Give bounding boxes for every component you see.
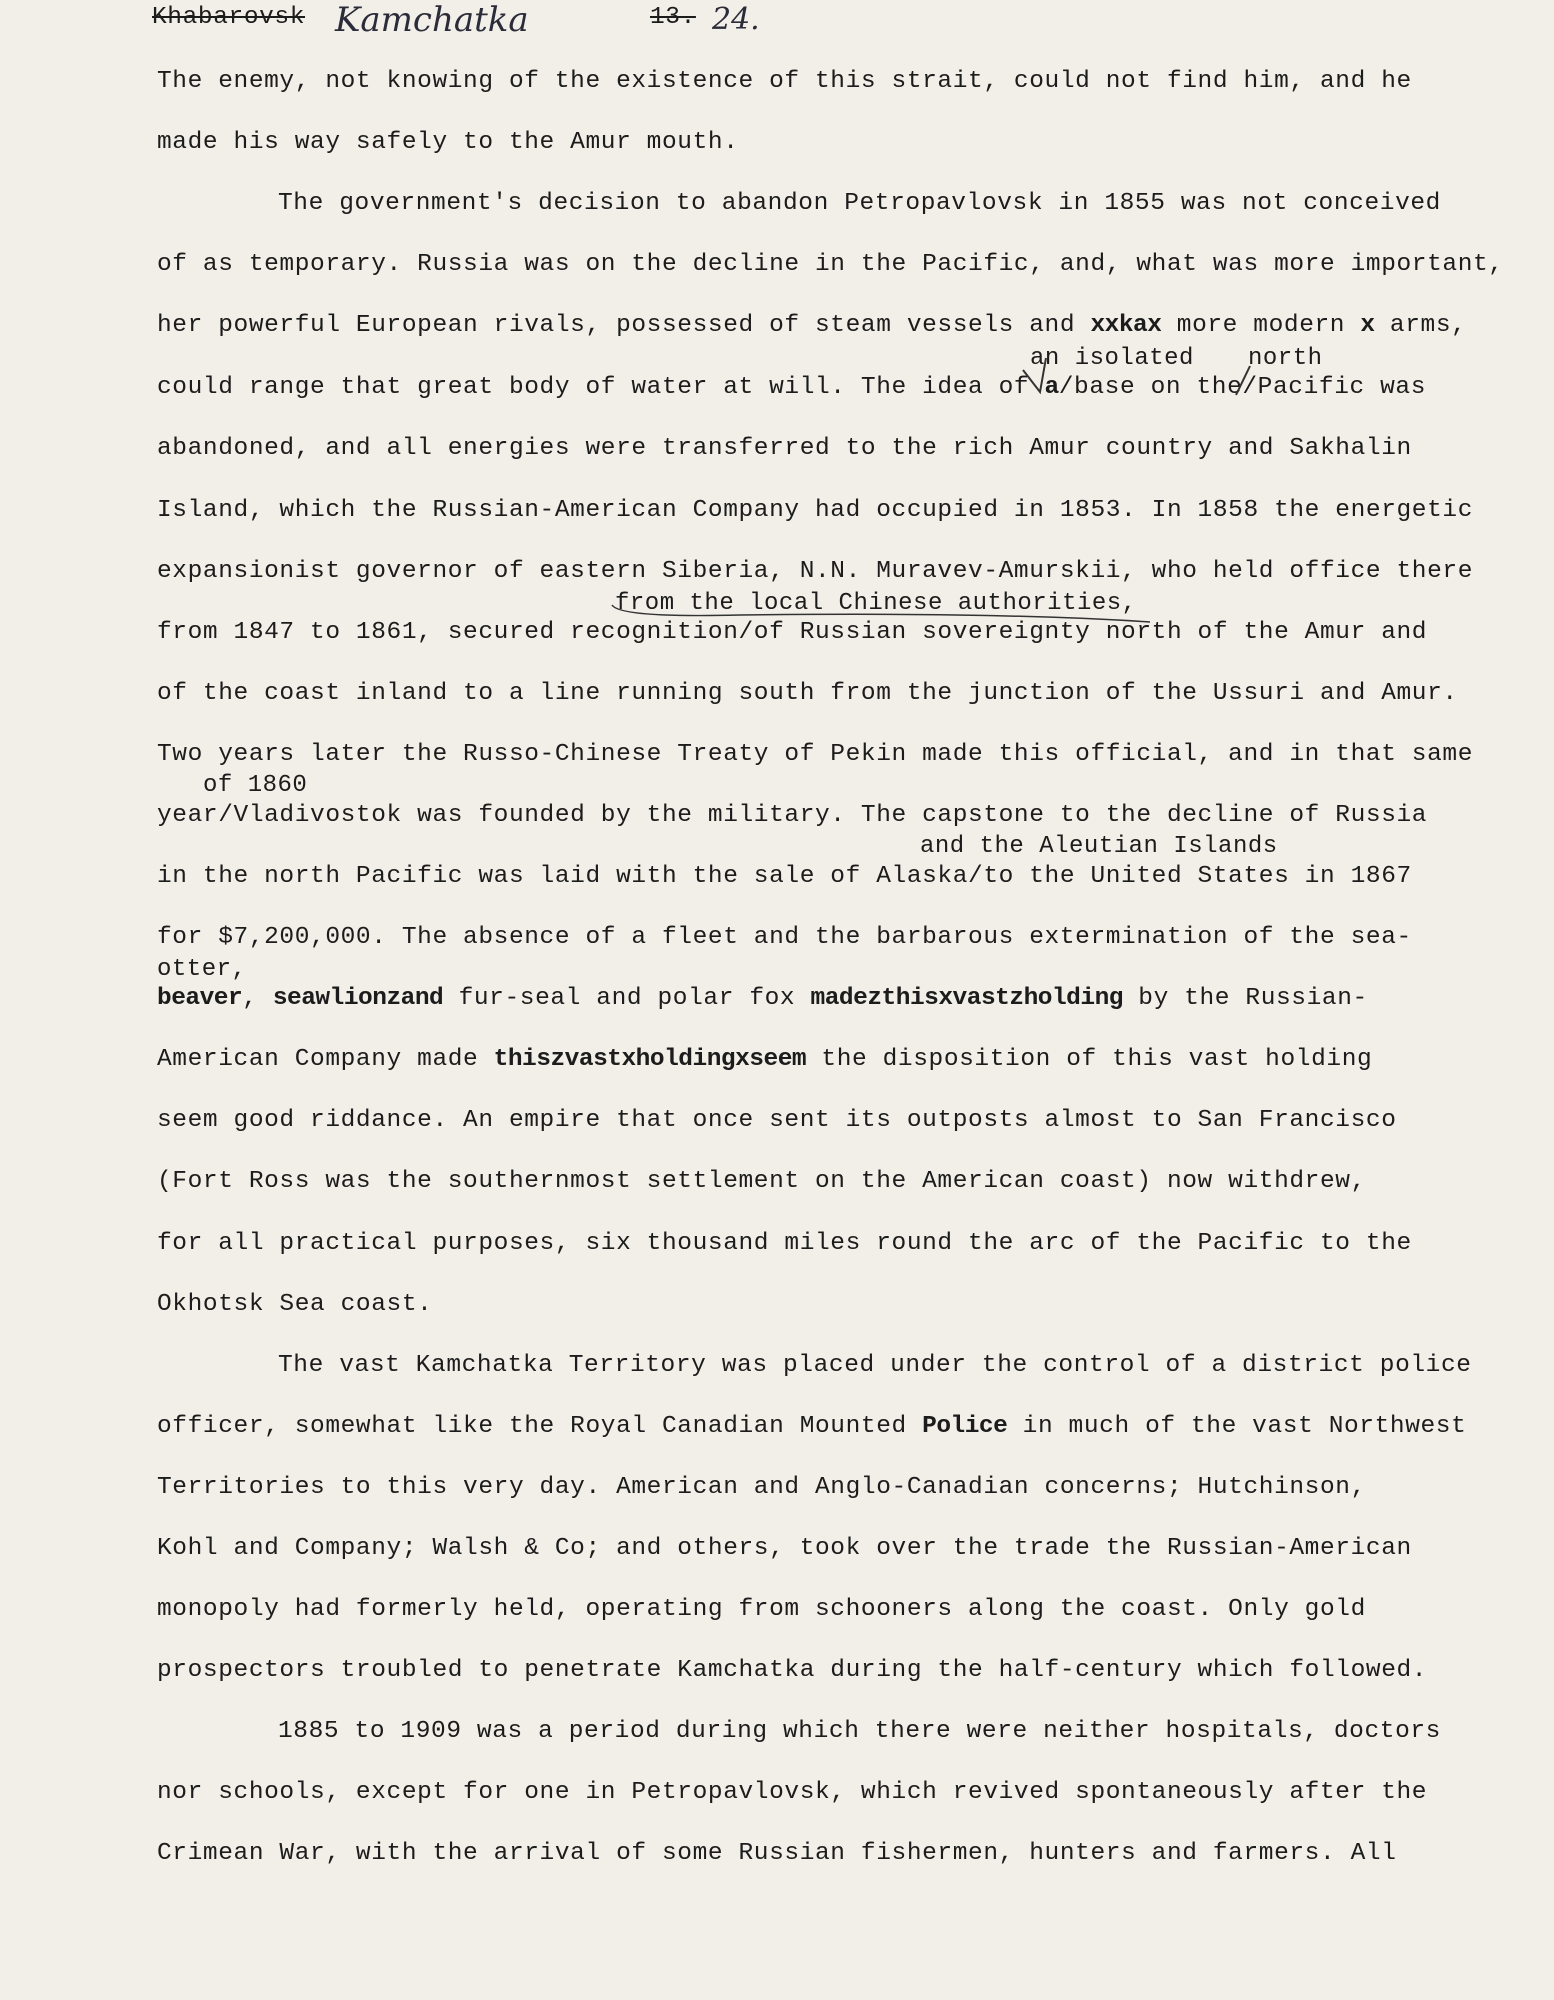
struck-place-name: Khabarovsk — [152, 4, 306, 31]
insertion-text: and the Aleutian Islands — [920, 833, 1278, 860]
text-line: of as temporary. Russia was on the decline in the Pacific, and, what was more important, — [157, 251, 1504, 278]
text-line: in the north Pacific was laid with the sale of Alaska/to the United States in 1867 — [157, 863, 1412, 890]
text-line: (Fort Ross was the southernmost settlement on the American coast) now withdrew, — [157, 1168, 1366, 1195]
text-line: for $7,200,000. The absence of a fleet and the barbarous extermination of the sea- — [157, 924, 1412, 951]
handwritten-page-number: 24. — [712, 2, 760, 37]
text-line: prospectors troubled to penetrate Kamchatka during the half-century which followed. — [157, 1657, 1428, 1684]
text-line: Kohl and Company; Walsh & Co; and others, took over the trade the Russian-American — [157, 1535, 1412, 1562]
text-line: her powerful European rivals, possessed of steam vessels and xxkax more modern x arms, — [157, 312, 1467, 339]
text-line: from 1847 to 1861, secured recognition/of Russian sovereignty north of the Amur and — [157, 619, 1428, 646]
struck-text: thiszvastxholdingxseem — [493, 1046, 807, 1073]
text-line: year/Vladivostok was founded by the military. The capstone to the decline of Russia — [157, 802, 1428, 829]
struck-text: xxkax — [1090, 312, 1162, 339]
struck-text: a — [1044, 374, 1059, 401]
struck-text: x — [1360, 312, 1375, 339]
text-line: The government's decision to abandon Petropavlovsk in 1855 was not conceived — [278, 190, 1441, 217]
text-line: The enemy, not knowing of the existence of this strait, could not find him, and he — [157, 68, 1412, 95]
struck-text: madezthisxvastzholding — [810, 985, 1123, 1012]
text-line: monopoly had formerly held, operating from schooners along the coast. Only gold — [157, 1596, 1366, 1623]
text-line: 1885 to 1909 was a period during which there were neither hospitals, doctors — [278, 1718, 1441, 1745]
insertion-caret — [1236, 366, 1250, 395]
struck-page-number: 13. — [650, 4, 696, 31]
text-line: Island, which the Russian-American Company had occupied in 1853. In 1858 the energetic — [157, 497, 1474, 524]
text-line: for all practical purposes, six thousand miles round the arc of the Pacific to the — [157, 1230, 1412, 1257]
text-line: officer, somewhat like the Royal Canadian Mounted Police in much of the vast Northwest — [157, 1413, 1467, 1440]
insertion-text: of 1860 — [203, 772, 308, 799]
text-line: nor schools, except for one in Petropavlovsk, which revived spontaneously after the — [157, 1779, 1428, 1806]
text-line: beaver, seawlionzand fur-seal and polar fox madezthisxvastzholding by the Russian- — [157, 985, 1368, 1012]
insertion-text: otter, — [157, 956, 247, 983]
text-line: Two years later the Russo-Chinese Treaty of Pekin made this official, and in that same — [157, 741, 1474, 768]
struck-text: Police — [922, 1413, 1008, 1440]
insertion-caret — [1023, 358, 1046, 392]
text-line: American Company made thiszvastxholdingxseem the disposition of this vast holding — [157, 1046, 1373, 1073]
text-line: The vast Kamchatka Territory was placed under the control of a district police — [278, 1352, 1472, 1379]
text-line: could range that great body of water at will. The idea of a/base on the/Pacific was — [157, 374, 1427, 401]
handwritten-place-name: Kamchatka — [335, 0, 529, 40]
insertion-text: north — [1248, 345, 1323, 372]
text-line: seem good riddance. An empire that once sent its outposts almost to San Francisco — [157, 1107, 1397, 1134]
struck-text: seawlionzand — [272, 985, 444, 1012]
text-line: of the coast inland to a line running south from the junction of the Ussuri and Amur. — [157, 680, 1458, 707]
text-line: Crimean War, with the arrival of some Russian fishermen, hunters and farmers. All — [157, 1840, 1397, 1867]
text-line: Okhotsk Sea coast. — [157, 1291, 433, 1318]
text-line: expansionist governor of eastern Siberia, N.N. Muravev-Amurskii, who held office there — [157, 558, 1474, 585]
text-line: abandoned, and all energies were transferred to the rich Amur country and Sakhalin — [157, 435, 1412, 462]
insertion-text: from the local Chinese authorities, — [615, 590, 1137, 617]
insertion-text: an isolated — [1030, 345, 1194, 372]
text-line: Territories to this very day. American and Anglo-Canadian concerns; Hutchinson, — [157, 1474, 1366, 1501]
struck-text: beaver — [157, 985, 243, 1012]
insertion-bracket — [612, 605, 1150, 622]
text-line: made his way safely to the Amur mouth. — [157, 129, 739, 156]
